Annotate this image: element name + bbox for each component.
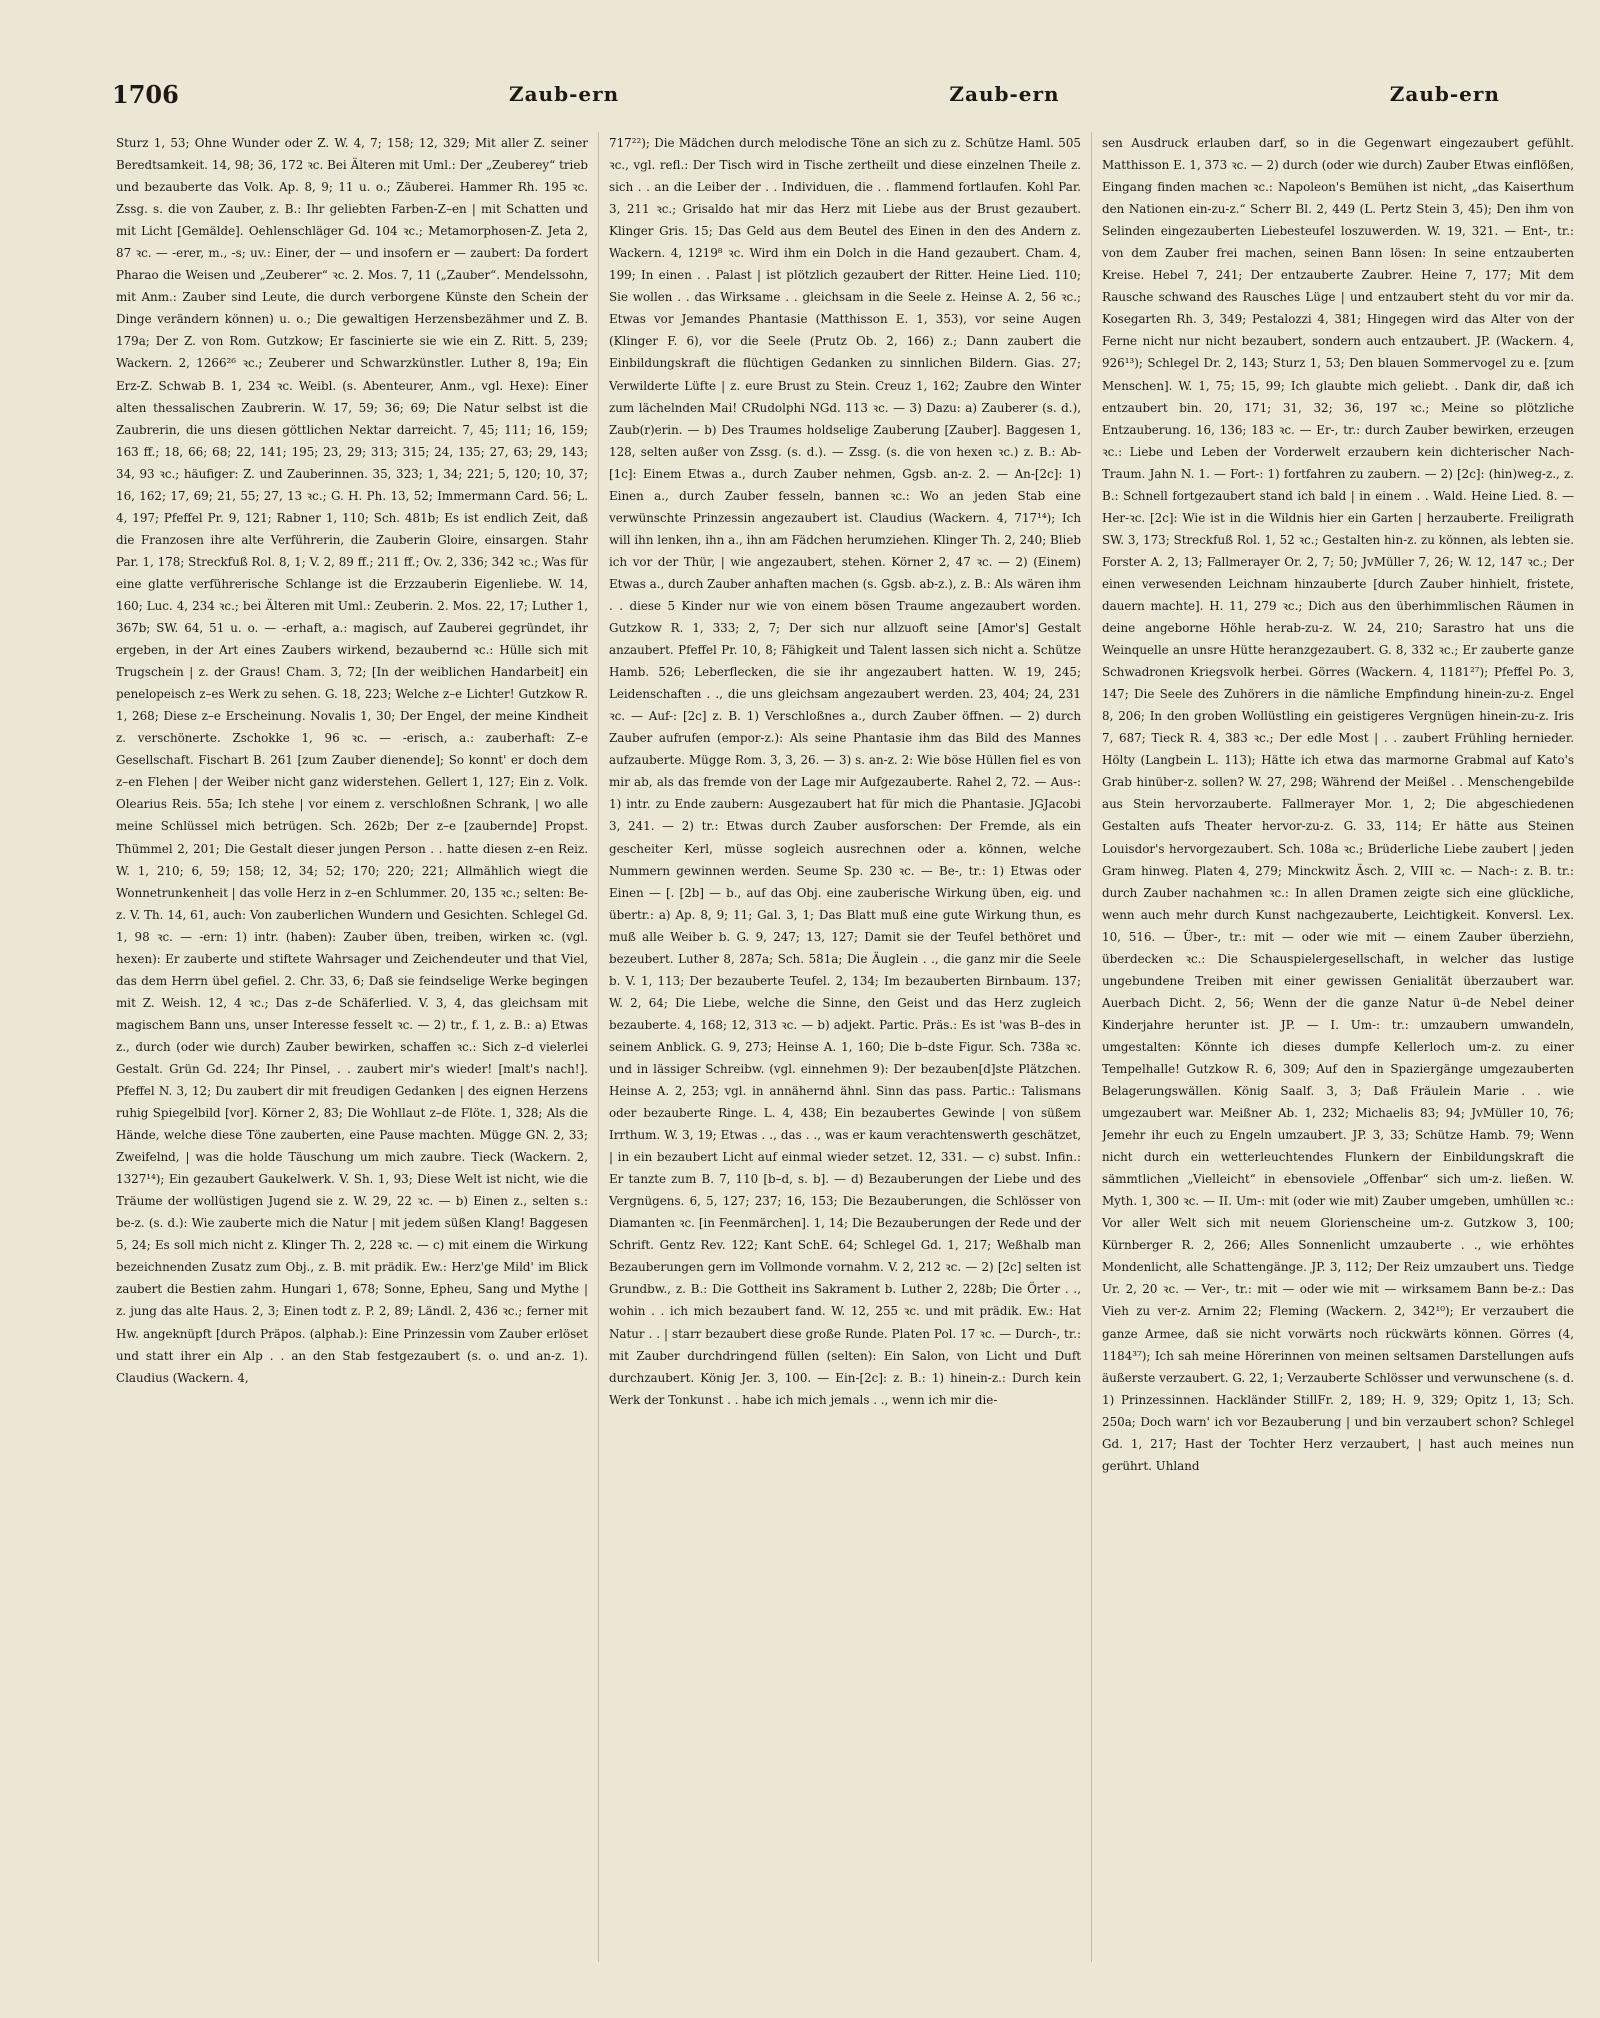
column-left-text: Sturz 1, 53; Ohne Wunder oder Z. W. 4, 7; 158; 12, 329; Mit aller Z. seiner Beredtsamkeit. 14, 98; 36, 172 ꝛc. Bei Älteren mit Uml.: Der „Zeuberey“ trieb und bezauberte das Volk. Ap. 8, 9; 11 u. o.; Zäuberei. Hammer Rh. 195 ꝛc. Zssg. s. die von Zauber, z. B.: Ihr geliebten Farben-Z–en | mit Schatten und mit Licht [Gemälde]. Oehlenschläger Gd. 104 ꝛc.; Metamorphosen-Z. Jeta 2, 87 ꝛc. — -erer, m., -s; uv.: Einer, der — und insofern er — zaubert: Da fordert Pharao die Weisen und „Zeuberer“ ꝛc. 2. Mos. 7, 11 („Zauber“. Mendelssohn, mit Anm.: Zauber sind Leute, die durch verborgene Künste den Schein der Dinge verändern können) u. o.; Die gewaltigen Herzensbezähmer und Z. B. 179a; Der Z. von Rom. Gutzkow; Er fascinierte sie wie ein Z. Ritt. 5, 239; Wackern. 2, 1266²⁶ ꝛc.; Zeuberer und Schwarzkünstler. Luther 8, 19a; Ein Erz-Z. Schwab B. 1, 234 ꝛc. Weibl. (s. Abenteurer, Anm., vgl. Hexe): Einer alten thessalischen Zaubrerin. W. 17, 59; 36; 69; Die Natur selbst ist die Zaubrerin, die uns diesen göttlichen Nektar darreicht. 7, 45; 111; 16, 159; 163 ff.; 18, 66; 68; 22, 141; 195; 23, 29; 313; 315; 24, 135; 27, 63; 29, 143; 34, 93 ꝛc.; häufiger: Z. und Zauberinnen. 35, 323; 1, 34; 221; 5, 120; 10, 37; 16, 162; 17, 69; 21, 55; 27, 13 ꝛc.; G. H. Ph. 13, 52; Immermann Card. 56; L. 4, 197; Pfeffel Pr. 9, 121; Rabner 1, 110; Sch. 481b; Es ist endlich Zeit, daß die Franzosen ihre alte Verführerin, die Zauberin Gloire, einsargen. Stahr Par. 1, 178; Streckfuß Rol. 8, 1; V. 2, 89 ff.; 211 ff.; Ov. 2, 336; 342 ꝛc.; Was für eine glatte verführerische Schlange ist die Erzzauberin Eigenliebe. W. 14, 160; Luc. 4, 234 ꝛc.; bei Älteren mit Uml.: Zeuberin. 2. Mos. 22, 17; Luther 1, 367b; SW. 64, 51 u. o. — -erhaft, a.: magisch, auf Zauberei gegründet, ihr ergeben, in der Art eines Zaubers wirkend, bezaubernd ꝛc.: Hülle sich mit Trugschein | z. der Graus! Cham. 3, 72; [In der weiblichen Handarbeit] ein penelopeisch z–es Werk zu sehen. G. 18, 223; Welche z–e Lichter! Gutzkow R. 1, 268; Diese z–e Erscheinung. Novalis 1, 30; Der Engel, der meine Kindheit z. verschönerte. Zschokke 1, 96 ꝛc. — -erisch, a.: zauberhaft: Z–e Gesellschaft. Fischart B. 261 [zum Zauber dienende]; So konnt' er doch dem z–en Flehen | der Weiber nicht ganz widerstehen. Gellert 1, 127; Ein z. Volk. Olearius Reis. 55a; Ich stehe | vor einem z. verschloßnen Schrank, | wo alle meine Schlüssel mich betrügen. Sch. 262b; Der z–e [zaubernde] Propst. Thümmel 2, 201; Die Gestalt dieser jungen Person . . hatte diesen z–en Reiz. W. 1, 210; 6, 59; 158; 12, 34; 52; 170; 220; 221; Allmählich wiegt die Wonnetrunkenheit | das volle Herz in z–en Schlummer. 20, 135 ꝛc.; selten: Be-z. V. Th. 14, 61, auch: Von zauberlichen Wundern und Gesichten. Schlegel Gd. 1, 98 ꝛc. — -ern: 1) intr. (haben): Zauber üben, treiben, wirken ꝛc. (vgl. hexen): Er zauberte und stiftete Wahrsager und Zeichendeuter und that Viel, das dem Herrn übel gefiel. 2. Chr. 33, 6; Daß sie feindselige Werke begingen mit Z. Weish. 12, 4 ꝛc.; Das z–de Schäferlied. V. 3, 4, das gleichsam mit magischem Bann uns, unser Interesse fesselt ꝛc. — 2) tr., f. 1, z. B.: a) Etwas z., durch (oder wie durch) Zauber bewirken, schaffen ꝛc.: Sich z–d vielerlei Gestalt. Grün Gd. 224; Ihr Pinsel, . . zaubert mir's wieder! [malt's nach!]. Pfeffel N. 3, 12; Du zaubert dir mit freudigen Gedanken | des eignen Herzens ruhig Spiegelbild [vor]. Körner 2, 83; Die Wohllaut z–de Flöte. 1, 328; Als die Hände, welche diese Töne zauberten, eine Pause machten. Müggе GN. 2, 33; Zweifelnd, | was die holde Täuschung um mich zaubre. Tieck (Wackern. 2, 1327¹⁴); Ein gezaubert Gaukelwerk. V. Sh. 1, 93; Diese Welt ist nicht, wie die Träume der wollüstigen Jugend sie z. W. 29, 22 ꝛc. — b) Einen z., selten s.: be-z. (s. d.): Wie zauberte mich die Natur | mit jedem süßen Klang! Baggesen 5, 24; Es soll mich nicht z. Klinger Th. 2, 228 ꝛc. — c) mit einem die Wirkung bezeichnenden Zusatz zum Obj., z. B. mit prädik. Ew.: Herz'ge Mild' im Blick zaubert die Bestien zahm. Hungari 1, 678; Sonne, Epheu, Sang und Mythe | z. jung das alte Haus. 2, 3; Einen todt z. P. 2, 89; Ländl. 2, 436 ꝛc.; ferner mit Hw. angeknüpft [durch Präpos. (alphab.): Eine Prinzessin vom Zauber erlöset und statt ihrer ein Alp . . an den Stab festgezaubert (s. o. und an-z. 1). Claudius (Wackern. 4, [116, 136, 588, 1385]
page-header [112, 74, 1500, 114]
page-number: 1706 [112, 79, 179, 109]
column-right-text: sen Ausdruck erlauben darf, so in die Gegenwart eingezaubert gefühlt. Matthisson E. 1, 373 ꝛc. — 2) durch (oder wie durch) Zauber Etwas einflößen, Eingang finden machen ꝛc.: Napoleon's Bemühen ist nicht, „das Kaiserthum den Nationen ein-zu-z.“ Scherr Bl. 2, 449 (L. Pertz Stein 3, 45); Den ihm von Selinden eingezauberten Liebesteufel loszuwerden. W. 19, 321. — Ent-, tr.: von dem Zauber frei machen, seinen Bann lösen: In seine entzauberten Kreise. Hebel 7, 241; Der entzauberte Zaubrer. Heine 7, 177; Mit dem Rausche schwand des Rausches Lüge | und entzaubert steht du vor mir da. Kosegarten Rh. 3, 349; Pestalozzi 4, 381; Hingegen wird das Alter von der Ferne nicht nur nicht bezaubert, sondern auch entzaubert. JP. (Wackern. 4, 926¹³); Schlegel Dr. 2, 143; Sturz 1, 53; Den blauen Sommervogel zu e. [zum Menschen]. W. 1, 75; 15, 99; Ich glaubte mich geliebt. . Dank dir, daß ich entzaubert bin. 20, 171; 31, 32; 36, 197 ꝛc.; Meine so plötzliche Entzauberung. 16, 136; 183 ꝛc. — Er-, tr.: durch Zauber bewirken, erzeugen ꝛc.: Liebe und Leben der Vorderwelt erzaubern kein dichterischer Nach-Traum. Jahn N. 1. — Fort-: 1) fortfahren zu zaubern. — 2) [2c]: (hin)weg-z., z. B.: Schnell fortgezaubert stand ich bald | in einem . . Wald. Heine Lied. 8. — Her-ꝛc. [2c]: Wie ist in die Wildnis hier ein Garten | herzauberte. Freiligrath SW. 3, 173; Streckfuß Rol. 1, 52 ꝛc.; Gestalten hin-z. zu können, als lebten sie. Forster A. 2, 13; Fallmerayer Or. 2, 7; 50; JvMüller 7, 26; W. 12, 147 ꝛc.; Der einen verwesenden Leichnam hinzauberte [durch Zauber hinhielt, fristete, dauern machte]. H. 11, 279 ꝛc.; Dich aus den überhimmlischen Räumen in deine angeborne Höhle herab-zu-z. W. 24, 210; Sarastro hat uns die Weinquelle an unsre Hütte heranzgezaubert. G. 8, 332 ꝛc.; Er zauberte ganze Schwadronen Kriegsvolk herbei. Görres (Wackern. 4, 1181²⁷); Pfeffel Po. 3, 147; Die Seele des Zuhörers in die nämliche Empfindung hinein-zu-z. Engel 8, 206; In den groben Wollüstling ein geistigeres Vergnügen hinein-zu-z. Iris 7, 687; Tieck R. 4, 383 ꝛc.; Der edle Most | . . zaubert Frühling hernieder. Hölty (Langbein L. 113); Hätte ich etwa das marmorne Grabmal auf Kato's Grab hinüber-z. sollen? W. 27, 298; Während der Meißel . . Menschengebilde aus Stein hervorzauberte. Fallmerayer Mor. 1, 2; Die abgeschiedenen Gestalten aufs Theater hervor-zu-z. G. 33, 114; Er hätte aus Steinen Louisdor's hervorgezaubert. Sch. 108a ꝛc.; Brüderliche Liebe zaubert | jeden Gram hinweg. Platen 4, 279; Minckwitz Äsch. 2, VIII ꝛc. — Nach-: z. B. tr.: durch Zauber nachahmen ꝛc.: In allen Dramen zeigte sich eine glückliche, wenn auch mehr durch Kunst nachgezauberte, Leichtigkeit. Konversl. Lex. 10, 516. — Über-, tr.: mit — oder wie mit — einem Zauber überziehn, überdecken ꝛc.: Die Schauspielergesellschaft, in welcher das lustige ungebundene Treiben mit einer gewissen Genialität überzaubert war. Auerbach Dicht. 2, 56; Wenn der die ganze Natur ü–de Nebel deiner Kinderjahre herunter ist. JP. — I. Um-: tr.: umzaubern umwandeln, umgestalten: Könnte ich dieses dumpfe Kellerloch um-z. zu einer Tempelhalle! Gutzkow R. 6, 309; Auf den in Spaziergänge umgezauberten Belagerungswällen. König Saalf. 3, 3; Daß Fräulein Marie . . wie umgezaubert war. Meißner Ab. 1, 232; Michaelis 83; 94; JvMüller 10, 76; Jemehr ihr euch zu Engeln umzaubert. JP. 3, 33; Schütze Hamb. 79; Wenn nicht durch ein wetterleuchtendes Flunkern der Einbildungskraft die sämmtlichen „Vielleicht“ in ebensoviele „Offenbar“ sich um-z. ließen. W. Myth. 1, 300 ꝛc. — II. Um-: mit (oder wie mit) Zauber umgeben, umhüllen ꝛc.: Vor aller Welt sich mit neuem Glorienscheine um-z. Gutzkow 3, 100; Kürnberger R. 2, 266; Alles Sonnenlicht umzauberte . ., wie erhöhtes Mondenlicht, alle Schattengänge. JP. 3, 112; Der Reiz umzaubert uns. Tiedge Ur. 2, 20 ꝛc. — Ver-, tr.: mit — oder wie mit — wirksamem Bann be-z.: Das Vieh zu ver-z. Arnim 22; Fleming (Wackern. 2, 342¹⁰); Er verzaubert die ganze Armee, daß sie nicht vorwärts noch rückwärts können. Görres (4, 1184³⁷); Ich sah meine Hörerinnen von meinen seltsamen Darstellungen aufs äußerste verzaubert. G. 22, 1; Verzauberte Schlösser und verwunschene (s. d. 1) Prinzessinnen. Hackländer StillFr. 2, 189; H. 9, 329; Opitz 1, 13; Sch. 250a; Doch warn' ich vor Bezauberung | und bin verzaubert schon? Schlegel Gd. 1, 217; Hast der Tochter Herz verzaubert, | hast auch meines nun gerührt. Uhland [1102, 136, 1574, 1473]
right-headword: Zaub-ern [1389, 82, 1500, 106]
left-headword: Zaub-ern [509, 82, 620, 106]
column-divider [598, 132, 599, 1962]
column-left [116, 132, 588, 1962]
column-right [1102, 132, 1574, 1962]
center-headword: Zaub-ern [949, 82, 1060, 106]
text-columns [116, 132, 1574, 1962]
column-divider [1091, 132, 1092, 1962]
column-middle [609, 132, 1081, 1962]
column-middle-text: 717²²); Die Mädchen durch melodische Töne an sich zu z. Schütze Haml. 505 ꝛc., vgl. refl.: Der Tisch wird in Tische zertheilt und diese einzelnen Theile z. sich . . an die Leiber der . . Individuen, die . . flammend fortlaufen. Kohl Par. 3, 211 ꝛc.; Grisaldo hat mir das Herz mit Liebe aus der Brust gezaubert. Klinger Gris. 15; Das Geld aus dem Beutel des Einen in den des Andern z. Wackern. 4, 1219⁸ ꝛc. Wird ihm ein Dolch in die Hand gezaubert. Cham. 4, 199; In einen . . Palast | ist plötzlich gezaubert der Ritter. Heine Lied. 110; Sie wollen . . das Wirksame . . gleichsam in die Seele z. Heinse A. 2, 56 ꝛc.; Etwas vor Jemandes Phantasie (Matthisson E. 1, 353), vor seine Augen (Klinger F. 6), vor die Seele (Prutz Ob. 2, 166) z.; Dann zaubert die Einbildungskraft die flüchtigen Gedanken zu sinnlichen Bildern. Gias. 27; Verwilderte Lüfte | z. eure Brust zu Stein. Creuz 1, 162; Zaubre den Winter zum lächelnden Mai! CRudolphi NGd. 113 ꝛc. — 3) Dazu: a) Zauberer (s. d.), Zaub(r)erin. — b) Des Traumes holdselige Zauberung [Zauber]. Baggesen 1, 128, selten außer von Zssg. (s. d.). — Zssg. (s. die von hexen ꝛc.) z. B.: Ab-[1c]: Einem Etwas a., durch Zauber nehmen, Ggsb. an-z. 2. — An-[2c]: 1) Einen a., durch Zauber fesseln, bannen ꝛc.: Wo an jeden Stab eine verwünschte Prinzessin angezaubert ist. Claudius (Wackern. 4, 717¹⁴); Ich will ihn lenken, ihn a., ihn am Fädchen herumziehen. Klinger Th. 2, 240; Blieb ich vor der Thür, | wie angezaubert, stehen. Körner 2, 47 ꝛc. — 2) (Einem) Etwas a., durch Zauber anhaften machen (s. Ggsb. ab-z.), z. B.: Als wären ihm . . diese 5 Kinder nur wie von einem bösen Traume angezaubert worden. Gutzkow R. 1, 333; 2, 7; Der sich nur allzuoft seine [Amor's] Gestalt anzaubert. Pfeffel Pr. 10, 8; Fähigkeit und Talent lassen sich nicht a. Schütze Hamb. 526; Leberflecken, die sie ihr angezaubert hatten. W. 19, 245; Leidenschaften . ., die uns gleichsam angezaubert werden. 23, 404; 24, 231 ꝛc. — Auf-: [2c] z. B. 1) Verschloßnes a., durch Zauber öffnen. — 2) durch Zauber aufrufen (empor-z.): Als seine Phantasie ihm das Bild des Mannes aufzauberte. Müggе Rom. 3, 3, 26. — 3) s. an-z. 2: Wie böse Hüllen fiel es von mir ab, als das fremde von der Lage mir Aufgezauberte. Rahel 2, 72. — Aus-: 1) intr. zu Ende zaubern: Ausgezaubert hat für mich die Phantasie. JGJacobi 3, 241. — 2) tr.: Etwas durch Zauber ausforschen: Der Fremde, als ein gescheiter Kerl, müsse sogleich ausrechnen oder a. können, welche Nummern gewinnen werden. Seume Sp. 230 ꝛc. — Be-, tr.: 1) Etwas oder Einen — [. [2b] — b., auf das Obj. eine zauberische Wirkung üben, eig. und übertr.: a) Ap. 8, 9; 11; Gal. 3, 1; Das Blatt muß eine gute Wirkung thun, es muß alle Weiber b. G. 9, 247; 13, 127; Damit sie der Teufel bethöret und bezeubert. Luther 8, 287a; Sch. 581a; Die Äuglein . ., die ganz mir die Seele b. V. 1, 113; Der bezauberte Teufel. 2, 134; Im bezauberten Birnbaum. 137; W. 2, 64; Die Liebe, welche die Sinne, den Geist und das Herz zugleich bezauberte. 4, 168; 12, 313 ꝛc. — b) adjekt. Partic. Präs.: Es ist 'was B–des in seinem Anblick. G. 9, 273; Heinse A. 1, 160; Die b–dste Figur. Sch. 738a ꝛc. und in lässiger Schreibw. (vgl. einnehmen 9): Der bezauben[d]ste Plätzchen. Heinse A. 2, 253; vgl. in annähernd ähnl. Sinn das pass. Partic.: Talismans oder bezauberte Ringe. L. 4, 438; Ein bezaubertes Gewinde | von süßem Irrthum. W. 3, 19; Etwas . ., das . ., was er kaum verachtenswerth geschätzet, | in ein bezaubert Licht auf einmal wieder setzet. 12, 331. — c) subst. Infin.: Er tanzte zum B. 7, 110 [b–d, s. b]. — d) Bezauberungen der Liebe und des Vergnügens. 6, 5, 127; 237; 16, 153; Die Bezauberungen, die Schlösser von Diamanten ꝛc. [in Feenmärchen]. 1, 14; Die Bezauberungen der Rede und der Schrift. Gentz Rev. 122; Kant SchE. 64; Schlegel Gd. 1, 217; Weßhalb man Bezauberungen gern im Vollmonde vornahm. V. 2, 212 ꝛc. — 2) [2c] selten ist Grundbw., z. B.: Die Gottheit ins Sakrament b. Luther 2, 228b; Die Örter . ., wohin . . ich mich bezaubert fand. W. 12, 255 ꝛc. und mit prädik. Ew.: Hat Natur . . | starr bezaubert diese große Runde. Platen Pol. 17 ꝛc. — Durch-, tr.: mit Zauber durchdringend füllen (selten): Ein Salon, von Licht und Duft durchzaubert. König Jer. 3, 100. — Ein-[2c]: z. B.: 1) hinein-z.: Durch kein Werk der Tonkunst . . habe ich mich jemals . ., wenn ich mir die- [609, 136, 1081, 1407]
